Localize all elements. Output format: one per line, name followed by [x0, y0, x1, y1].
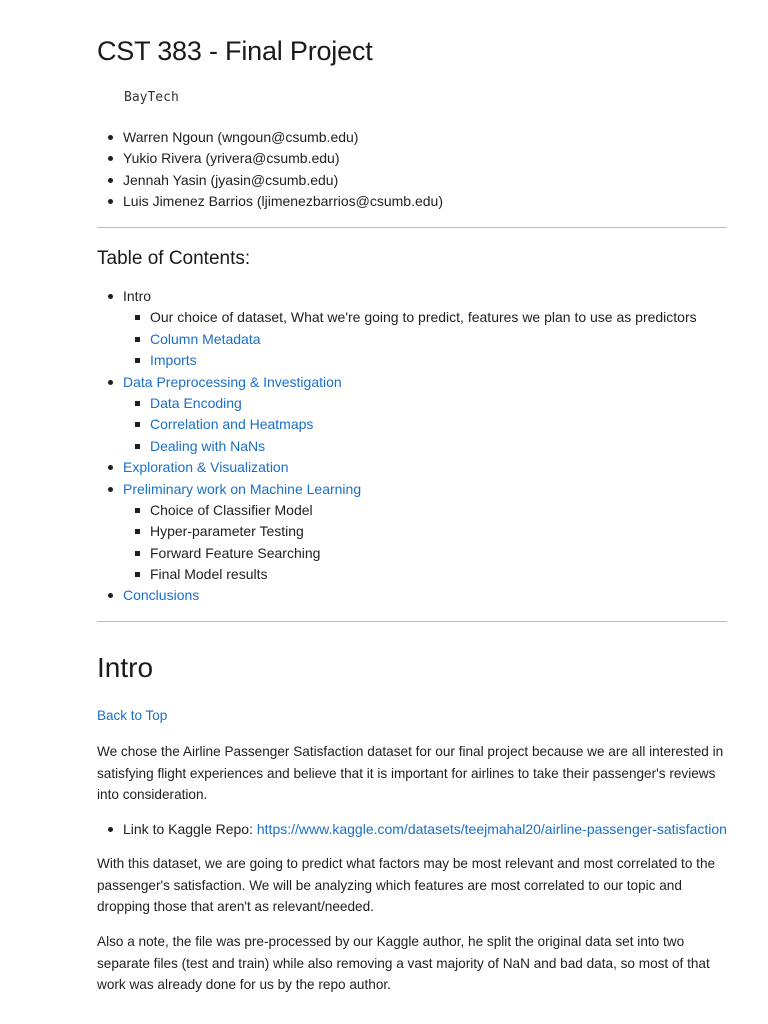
toc-subitem-final-results: Final Model results [97, 564, 727, 585]
table-of-contents [97, 286, 727, 607]
toc-item-preprocessing [97, 372, 727, 393]
kaggle-label: Link to Kaggle Repo: [123, 821, 257, 837]
back-to-top-link[interactable]: Back to Top [97, 708, 168, 723]
toc-link-imports[interactable]: Imports [150, 352, 197, 369]
divider [97, 621, 727, 622]
toc-link-data-encoding[interactable]: Data Encoding [150, 394, 242, 411]
toc-subitem-nans [97, 436, 727, 457]
team-name: BayTech [124, 90, 179, 105]
toc-link-machine-learning[interactable]: Preliminary work on Machine Learning [123, 480, 362, 497]
toc-subitem-hyperparameter: Hyper-parameter Testing [97, 521, 727, 542]
toc-subitem-correlation [97, 414, 727, 435]
intro-paragraph: We chose the Airline Passenger Satisfaction dataset for our final project because we are all interested in satisfying flight experiences and believe that it is important for airlines to take their passenger's reviews into consideration. [97, 744, 724, 802]
toc-subitem-data-encoding [97, 393, 727, 414]
toc-subitem-classifier: Choice of Classifier Model [97, 500, 727, 521]
toc-subitem-feature-search: Forward Feature Searching [97, 543, 727, 564]
kaggle-link[interactable]: https://www.kaggle.com/datasets/teejmahal20/airline-passenger-satisfaction [256, 821, 727, 837]
toc-item-exploration [97, 457, 727, 478]
toc-link-nans[interactable]: Dealing with NaNs [150, 437, 266, 454]
toc-subitem-dataset-choice: Our choice of dataset, What we're going to predict, features we plan to use as predictors [97, 307, 727, 328]
kaggle-list [97, 819, 737, 840]
toc-item-machine-learning [97, 479, 727, 500]
toc-link-correlation[interactable]: Correlation and Heatmaps [150, 416, 314, 433]
toc-link-preprocessing[interactable]: Data Preprocessing & Investigation [123, 373, 342, 390]
toc-item-conclusions [97, 585, 727, 606]
toc-link-exploration[interactable]: Exploration & Visualization [123, 459, 289, 476]
page-title: CST 383 - Final Project [97, 36, 373, 66]
member-item: Yukio Rivera (yrivera@csumb.edu) [97, 148, 727, 169]
preprocessing-note-paragraph: Also a note, the file was pre-processed by our Kaggle author, he split the original data set into two separate files (test and train) while also removing a vast majority of NaN and bad data, so most of that work was already done for us by the repo author. [97, 934, 710, 992]
toc-link-column-metadata[interactable]: Column Metadata [150, 330, 261, 347]
toc-heading: Table of Contents: [97, 248, 251, 269]
prediction-paragraph: With this dataset, we are going to predict what factors may be most relevant and most correlated to the passenger's satisfaction. We will be analyzing which features are most correlated to our topic and dropping those that aren't as relevant/needed. [97, 856, 716, 914]
toc-item-intro: Intro [97, 286, 727, 307]
intro-heading: Intro [97, 652, 154, 683]
member-list [97, 127, 727, 213]
member-item: Luis Jimenez Barrios (ljimenezbarrios@csumb.edu) [97, 191, 727, 212]
toc-subitem-imports [97, 350, 727, 371]
member-item: Warren Ngoun (wngoun@csumb.edu) [97, 127, 727, 148]
toc-link-conclusions[interactable]: Conclusions [123, 587, 200, 604]
toc-subitem-column-metadata [97, 329, 727, 350]
member-item: Jennah Yasin (jyasin@csumb.edu) [97, 170, 727, 191]
divider [97, 227, 727, 228]
kaggle-item [97, 819, 737, 840]
